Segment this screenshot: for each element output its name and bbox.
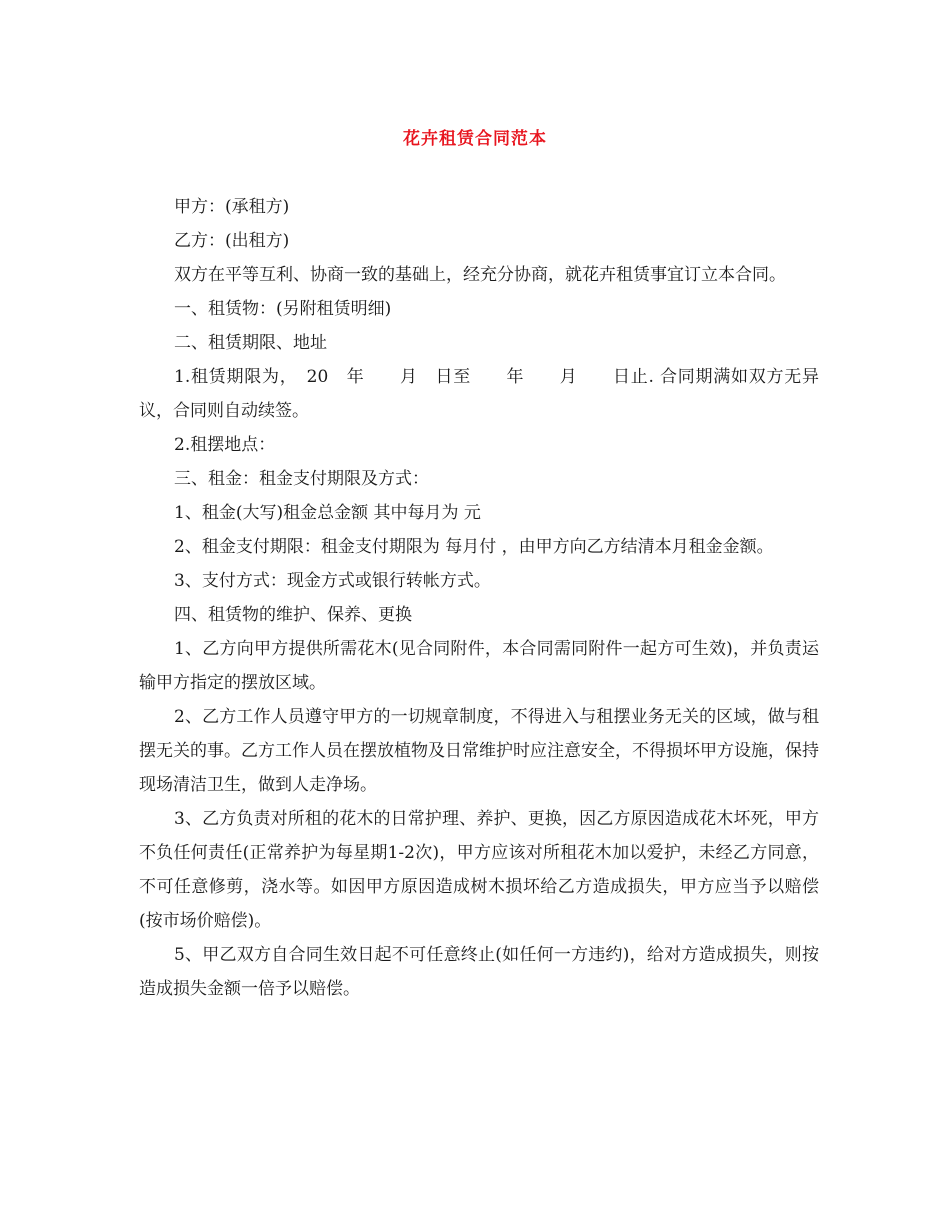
placement-location-line: 2.租摆地点： — [174, 435, 276, 455]
party-a-line: 甲方：(承租方) — [174, 197, 290, 217]
clause-4-2-paragraph: 2、乙方工作人员遵守甲方的一切规章制度，不得进入与租摆业务无关的区域，做与租摆无关的事。乙方工作人员在摆放植物及日常维护时应注意安全，不得损坏甲方设施，保持现场清洁卫生，做到人走净场。 — [139, 707, 819, 795]
preamble-paragraph: 双方在平等互利、协商一致的基础上，经充分协商，就花卉租赁事宜订立本合同。 — [174, 265, 786, 285]
clause-4-1-paragraph: 1、乙方向甲方提供所需花木(见合同附件，本合同需同附件一起方可生效)，并负责运输甲方指定的摆放区域。 — [139, 639, 819, 693]
section-heading-2: 二、租赁期限、地址 — [174, 333, 327, 353]
party-b-line: 乙方：(出租方) — [174, 231, 290, 251]
payment-method-line: 3、支付方式：现金方式或银行转帐方式。 — [174, 571, 491, 591]
clause-4-3-paragraph: 3、乙方负责对所租的花木的日常护理、养护、更换，因乙方原因造成花木坏死，甲方不负任何责任(正常养护为每星期1-2次)，甲方应该对所租花木加以爱护，未经乙方同意，不可任意修剪，浇水等。如因甲方原因造成树木损坏给乙方造成损失，甲方应当予以赔偿(按市场价赔偿)。 — [139, 809, 819, 931]
rent-payment-term-paragraph: 2、租金支付期限：租金支付期限为 每月付 ，由甲方向乙方结清本月租金金额。 — [174, 537, 774, 557]
section-heading-1: 一、租赁物：(另附租赁明细) — [174, 299, 392, 319]
document-body — [139, 190, 819, 1006]
section-heading-3: 三、租金：租金支付期限及方式： — [174, 469, 429, 489]
section-heading-4: 四、租赁物的维护、保养、更换 — [174, 605, 412, 625]
clause-4-5-paragraph: 5、甲乙双方自合同生效日起不可任意终止(如任何一方违约)，给对方造成损失，则按造成损失金额一倍予以赔偿。 — [139, 945, 819, 999]
document-title: 花卉租赁合同范本 — [403, 129, 547, 149]
lease-term-paragraph: 1.租赁期限为， 20 年 月 日至 年 月 日止. 合同期满如双方无异议，合同则自动续签。 — [139, 367, 819, 421]
rent-amount-line: 1、租金(大写)租金总金额 其中每月为 元 — [174, 503, 481, 523]
